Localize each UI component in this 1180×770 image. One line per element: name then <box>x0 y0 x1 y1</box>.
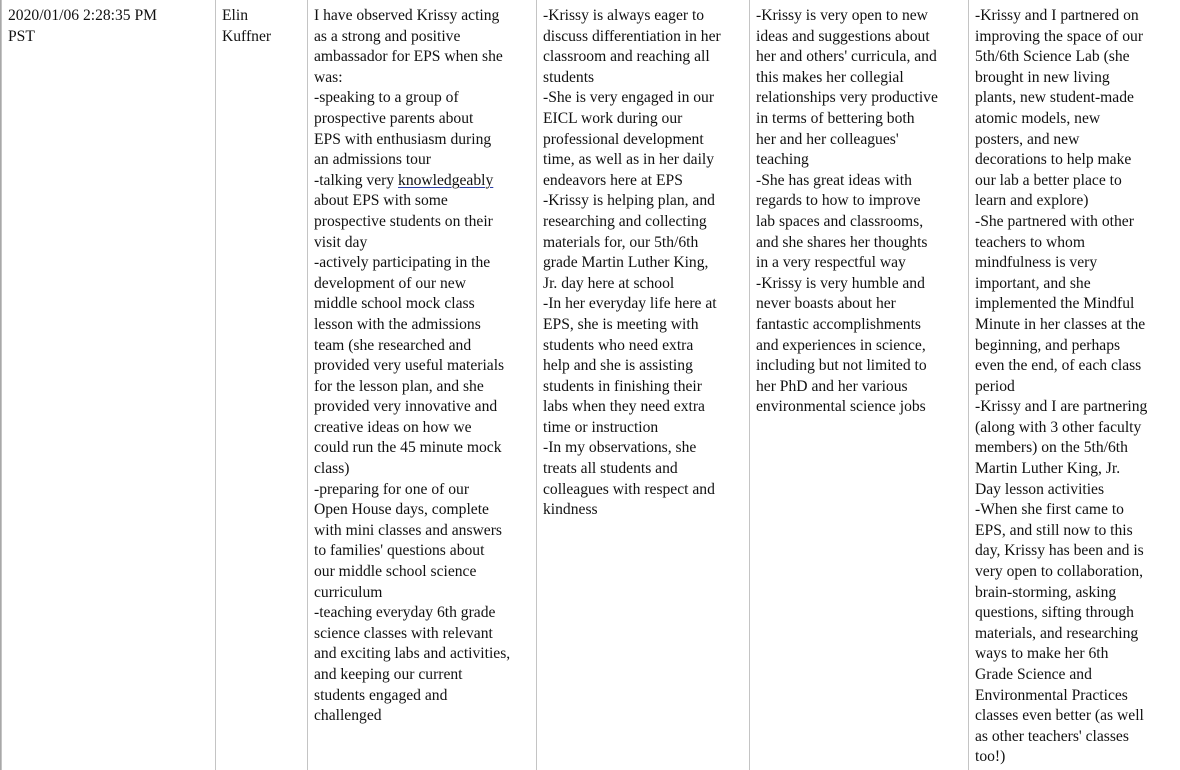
cell-text-line <box>975 747 1178 768</box>
cell-text: -speaking to a group of <box>314 89 459 107</box>
cell-text-line <box>314 171 531 192</box>
cell-text: students engaged and <box>314 686 448 704</box>
cell-text: her and her colleagues' <box>756 130 899 148</box>
cell-text: PST <box>8 27 35 45</box>
cell-text-line <box>756 253 963 274</box>
cell-text: teachers to whom <box>975 233 1085 251</box>
cell-text-line <box>543 233 744 254</box>
cell-text-line <box>975 521 1178 542</box>
cell-text: fantastic accomplishments <box>756 315 921 333</box>
cell-text: -Krissy is always eager to <box>543 7 705 24</box>
cell-text-line <box>756 130 963 151</box>
cell-text-line <box>975 130 1178 151</box>
cell-text: her and others' curricula, and <box>756 48 937 66</box>
cell-text-line <box>975 397 1178 418</box>
cell-text: labs when they need extra <box>543 398 705 416</box>
cell-text: provided very useful materials <box>314 357 505 375</box>
cell-text-line <box>543 212 744 233</box>
cell-text-line <box>314 480 531 501</box>
cell-text-line <box>543 356 744 377</box>
cell-text: challenged <box>314 707 382 725</box>
cell-text-line <box>314 6 531 27</box>
cell-text: members) on the 5th/6th <box>975 439 1128 457</box>
cell-text: very open to collaboration, <box>975 563 1144 581</box>
cell-text-line <box>975 68 1178 89</box>
cell-text-line <box>222 6 302 27</box>
cell-text: EPS, and still now to this <box>975 521 1133 539</box>
cell-text: mindfulness is very <box>975 254 1098 272</box>
cell-text-line <box>975 644 1178 665</box>
cell-text-line <box>314 356 531 377</box>
cell-text: -actively participating in the <box>314 254 491 272</box>
cell-text-line <box>314 377 531 398</box>
cell-text: 5th/6th Science Lab (she <box>975 48 1130 66</box>
cell-text-line <box>975 47 1178 68</box>
cell-text-line <box>314 665 531 686</box>
cell-text: classes even better (as well <box>975 707 1144 725</box>
cell-text-line <box>756 68 963 89</box>
cell-text: day, Krissy has been and is <box>975 542 1144 560</box>
cell-text: -Krissy is very open to new <box>756 7 928 24</box>
cell-text-line <box>975 480 1178 501</box>
cell-text-line <box>314 130 531 151</box>
cell-text-line <box>975 727 1178 748</box>
cell-text: for the lesson plan, and she <box>314 377 484 395</box>
cell-text-line <box>975 150 1178 171</box>
cell-text-line <box>543 88 744 109</box>
cell-text: visit day <box>314 233 368 251</box>
cell-text: Grade Science and <box>975 666 1092 683</box>
cell-text: Kuffner <box>222 27 272 45</box>
cell-text-line <box>975 377 1178 398</box>
cell-text-line <box>975 686 1178 707</box>
cell-text-line <box>314 150 531 171</box>
cell-text: -Krissy is helping plan, and <box>543 192 715 210</box>
cell-text-line <box>756 336 963 357</box>
cell-text-line <box>756 397 963 418</box>
cell-text-line <box>314 603 531 624</box>
cell-text: lab spaces and classrooms, <box>756 212 924 230</box>
cell-text-line <box>543 377 744 398</box>
cell-text: kindness <box>543 501 598 519</box>
cell-text: help and she is assisting <box>543 357 693 375</box>
cell-text-line <box>756 294 963 315</box>
cell-text: environmental science jobs <box>756 398 926 416</box>
cell-text: I have observed Krissy acting <box>314 7 500 24</box>
cell-text: Martin Luther King, Jr. <box>975 460 1121 478</box>
cell-text-line <box>756 274 963 295</box>
cell-text-line <box>756 171 963 192</box>
cell-text-line <box>543 315 744 336</box>
cell-text-line <box>543 274 744 295</box>
cell-text-line <box>314 500 531 521</box>
cell-text-line <box>314 583 531 604</box>
cell-text-line <box>975 624 1178 645</box>
cell-text-line <box>975 109 1178 130</box>
cell-text: brought in new living <box>975 68 1110 86</box>
cell-text-line <box>314 418 531 439</box>
cell-text-line <box>975 336 1178 357</box>
cell-text: improving the space of our <box>975 27 1144 45</box>
cell-text: provided very innovative and <box>314 398 498 416</box>
cell-text: class) <box>314 460 350 478</box>
cell-text-line <box>975 356 1178 377</box>
cell-text: -In my observations, she <box>543 439 697 457</box>
table-row <box>2 0 1180 770</box>
cell-text: decorations to help make <box>975 151 1132 169</box>
cell-text: too!) <box>975 748 1006 766</box>
cell-text: lesson with the admissions <box>314 315 481 333</box>
cell-text-line <box>543 6 744 27</box>
cell-text-line <box>543 171 744 192</box>
cell-text-line <box>314 47 531 68</box>
cell-text-line <box>314 562 531 583</box>
cell-text-line <box>975 233 1178 254</box>
cell-text-line <box>314 459 531 480</box>
cell-text: development of our new <box>314 274 466 292</box>
cell-text: plants, new student-made <box>975 89 1134 107</box>
response-table <box>1 0 1180 770</box>
cell-text-line <box>756 88 963 109</box>
cell-text-line <box>543 336 744 357</box>
cell-text: Jr. day here at school <box>543 274 675 292</box>
cell-text-line <box>756 377 963 398</box>
timestamp-cell[interactable] <box>2 0 216 770</box>
cell-text: Day lesson activities <box>975 480 1105 498</box>
cell-text: important, and she <box>975 274 1091 292</box>
cell-text-line <box>975 583 1178 604</box>
cell-text: materials for, our 5th/6th <box>543 233 699 251</box>
cell-text: curriculum <box>314 583 383 601</box>
cell-text: as other teachers' classes <box>975 727 1129 745</box>
cell-text: -talking very <box>314 171 399 189</box>
cell-text-line <box>756 356 963 377</box>
cell-text-line <box>975 27 1178 48</box>
cell-text: EPS, she is meeting with <box>543 315 699 333</box>
cell-text: this makes her collegial <box>756 68 904 86</box>
cell-text: atomic models, new <box>975 109 1101 127</box>
cell-text-line <box>756 109 963 130</box>
cell-text-line <box>314 397 531 418</box>
cell-text-line <box>975 191 1178 212</box>
cell-text-line <box>756 47 963 68</box>
cell-text: brain-storming, asking <box>975 583 1117 601</box>
cell-text: in terms of bettering both <box>756 109 915 127</box>
cell-text-line <box>314 27 531 48</box>
cell-text: and she shares her thoughts <box>756 233 928 251</box>
cell-text-line <box>975 706 1178 727</box>
cell-text-line <box>8 6 210 27</box>
cell-text-line <box>756 212 963 233</box>
cell-text-line <box>314 624 531 645</box>
cell-text-line <box>543 68 744 89</box>
cell-text: science classes with relevant <box>314 624 493 642</box>
cell-text: time, as well as in her daily <box>543 151 715 169</box>
cell-text: our middle school science <box>314 563 477 581</box>
cell-text-line <box>222 27 302 48</box>
cell-text-line <box>756 233 963 254</box>
cell-text: (along with 3 other faculty <box>975 418 1142 436</box>
cell-text-line <box>756 150 963 171</box>
cell-text: and keeping our current <box>314 666 463 683</box>
cell-text-line <box>543 438 744 459</box>
cell-text: beginning, and perhaps <box>975 336 1121 354</box>
cell-text: Open House days, complete <box>314 501 489 519</box>
cell-text: period <box>975 377 1015 395</box>
cell-text-line <box>314 438 531 459</box>
cell-text: prospective parents about <box>314 109 474 127</box>
cell-text: -She partnered with other <box>975 212 1134 230</box>
cell-text-line <box>975 6 1178 27</box>
cell-text: endeavors here at EPS <box>543 171 683 189</box>
cell-text-line <box>314 253 531 274</box>
cell-text-line <box>756 6 963 27</box>
cell-text-line <box>975 171 1178 192</box>
cell-text-line <box>975 438 1178 459</box>
cell-text-line <box>314 191 531 212</box>
cell-text: EPS with enthusiasm during <box>314 130 492 148</box>
cell-text: -In her everyday life here at <box>543 295 717 313</box>
cell-text: and experiences in science, <box>756 336 926 354</box>
cell-text: students who need extra <box>543 336 694 354</box>
cell-text: team (she researched and <box>314 336 472 354</box>
cell-text: prospective students on their <box>314 212 493 230</box>
cell-text: ways to make her 6th <box>975 645 1109 663</box>
cell-text-line <box>543 150 744 171</box>
cell-text: learn and explore) <box>975 192 1089 210</box>
cell-text-line <box>314 541 531 562</box>
cell-text: students in finishing their <box>543 377 702 395</box>
cell-text-line <box>975 541 1178 562</box>
cell-text: -She is very engaged in our <box>543 89 715 107</box>
cell-text: -preparing for one of our <box>314 480 470 498</box>
cell-text-line <box>314 274 531 295</box>
cell-text: discuss differentiation in her <box>543 27 721 45</box>
cell-text: ambassador for EPS when she <box>314 48 503 66</box>
cell-text: grade Martin Luther King, <box>543 254 709 272</box>
cell-text-line <box>543 500 744 521</box>
cell-text-line <box>975 500 1178 521</box>
cell-text-line <box>543 109 744 130</box>
spellcheck-flagged-word[interactable]: knowledgeably <box>398 171 494 189</box>
cell-text: our lab a better place to <box>975 171 1122 189</box>
cell-text: in a very respectful way <box>756 254 906 272</box>
cell-text: to families' questions about <box>314 542 485 560</box>
cell-text-line <box>314 68 531 89</box>
cell-text: ideas and suggestions about <box>756 27 930 45</box>
cell-text: materials, and researching <box>975 624 1139 642</box>
cell-text-line <box>543 130 744 151</box>
cell-text-line <box>543 191 744 212</box>
cell-text-line <box>314 109 531 130</box>
students-cell[interactable] <box>537 0 750 770</box>
cell-text: her PhD and her various <box>756 377 908 395</box>
cell-text: students <box>543 68 595 86</box>
cell-text-line <box>543 480 744 501</box>
cell-text: relationships very productive <box>756 89 938 107</box>
cell-text-line <box>975 294 1178 315</box>
cell-text: time or instruction <box>543 418 659 436</box>
colleagues-cell[interactable] <box>750 0 969 770</box>
cell-text-line <box>543 47 744 68</box>
cell-text-line <box>314 233 531 254</box>
cell-text-line <box>314 336 531 357</box>
cell-text: 2020/01/06 2:28:35 PM <box>8 7 158 24</box>
name-cell[interactable] <box>216 0 308 770</box>
cell-text-line <box>975 88 1178 109</box>
cell-text-line <box>543 294 744 315</box>
cell-text: was: <box>314 68 343 86</box>
observations-cell[interactable] <box>308 0 537 770</box>
cell-text: treats all students and <box>543 460 678 478</box>
cell-text: about EPS with some <box>314 192 448 210</box>
cell-text-line <box>8 27 210 48</box>
cell-text-line <box>314 212 531 233</box>
cell-text: regards to how to improve <box>756 192 921 210</box>
cell-text: -Krissy and I partnered on <box>975 7 1139 24</box>
cell-text: creative ideas on how we <box>314 418 472 436</box>
cell-text: even the end, of each class <box>975 357 1142 375</box>
cell-text: -teaching everyday 6th grade <box>314 604 496 622</box>
cell-text: classroom and reaching all <box>543 48 710 66</box>
partnership-cell[interactable] <box>969 0 1180 770</box>
cell-text: Elin <box>222 7 248 24</box>
cell-text: middle school mock class <box>314 295 475 313</box>
cell-text-line <box>314 644 531 665</box>
cell-text: an admissions tour <box>314 151 431 169</box>
cell-text: colleagues with respect and <box>543 480 715 498</box>
cell-text-line <box>543 27 744 48</box>
cell-text-line <box>975 459 1178 480</box>
cell-text: researching and collecting <box>543 212 707 230</box>
cell-text-line <box>975 665 1178 686</box>
cell-text: -Krissy and I are partnering <box>975 398 1148 416</box>
cell-text: could run the 45 minute mock <box>314 439 502 457</box>
cell-text: with mini classes and answers <box>314 521 502 539</box>
cell-text: posters, and new <box>975 130 1080 148</box>
cell-text-line <box>975 603 1178 624</box>
cell-text-line <box>314 294 531 315</box>
cell-text-line <box>314 686 531 707</box>
cell-text-line <box>975 562 1178 583</box>
cell-text: teaching <box>756 151 809 169</box>
cell-text-line <box>975 315 1178 336</box>
cell-text-line <box>314 315 531 336</box>
cell-text-line <box>543 418 744 439</box>
cell-text-line <box>314 706 531 727</box>
cell-text-line <box>543 459 744 480</box>
cell-text-line <box>975 253 1178 274</box>
cell-text: implemented the Mindful <box>975 295 1135 313</box>
cell-text: Minute in her classes at the <box>975 315 1146 333</box>
cell-text: including but not limited to <box>756 357 927 375</box>
cell-text-line <box>543 397 744 418</box>
cell-text-line <box>975 274 1178 295</box>
cell-text-line <box>756 27 963 48</box>
cell-text-line <box>756 191 963 212</box>
cell-text: as a strong and positive <box>314 27 461 45</box>
cell-text: and exciting labs and activities, <box>314 645 511 663</box>
cell-text: Environmental Practices <box>975 686 1128 704</box>
cell-text: professional development <box>543 130 704 148</box>
cell-text: questions, sifting through <box>975 604 1134 622</box>
cell-text: -Krissy is very humble and <box>756 274 925 292</box>
cell-text-line <box>975 418 1178 439</box>
cell-text-line <box>314 88 531 109</box>
cell-text: never boasts about her <box>756 295 896 313</box>
cell-text: -When she first came to <box>975 501 1124 519</box>
cell-text-line <box>314 521 531 542</box>
cell-text: EICL work during our <box>543 109 683 127</box>
cell-text-line <box>756 315 963 336</box>
cell-text-line <box>543 253 744 274</box>
cell-text-line <box>975 212 1178 233</box>
cell-text: -She has great ideas with <box>756 171 912 189</box>
